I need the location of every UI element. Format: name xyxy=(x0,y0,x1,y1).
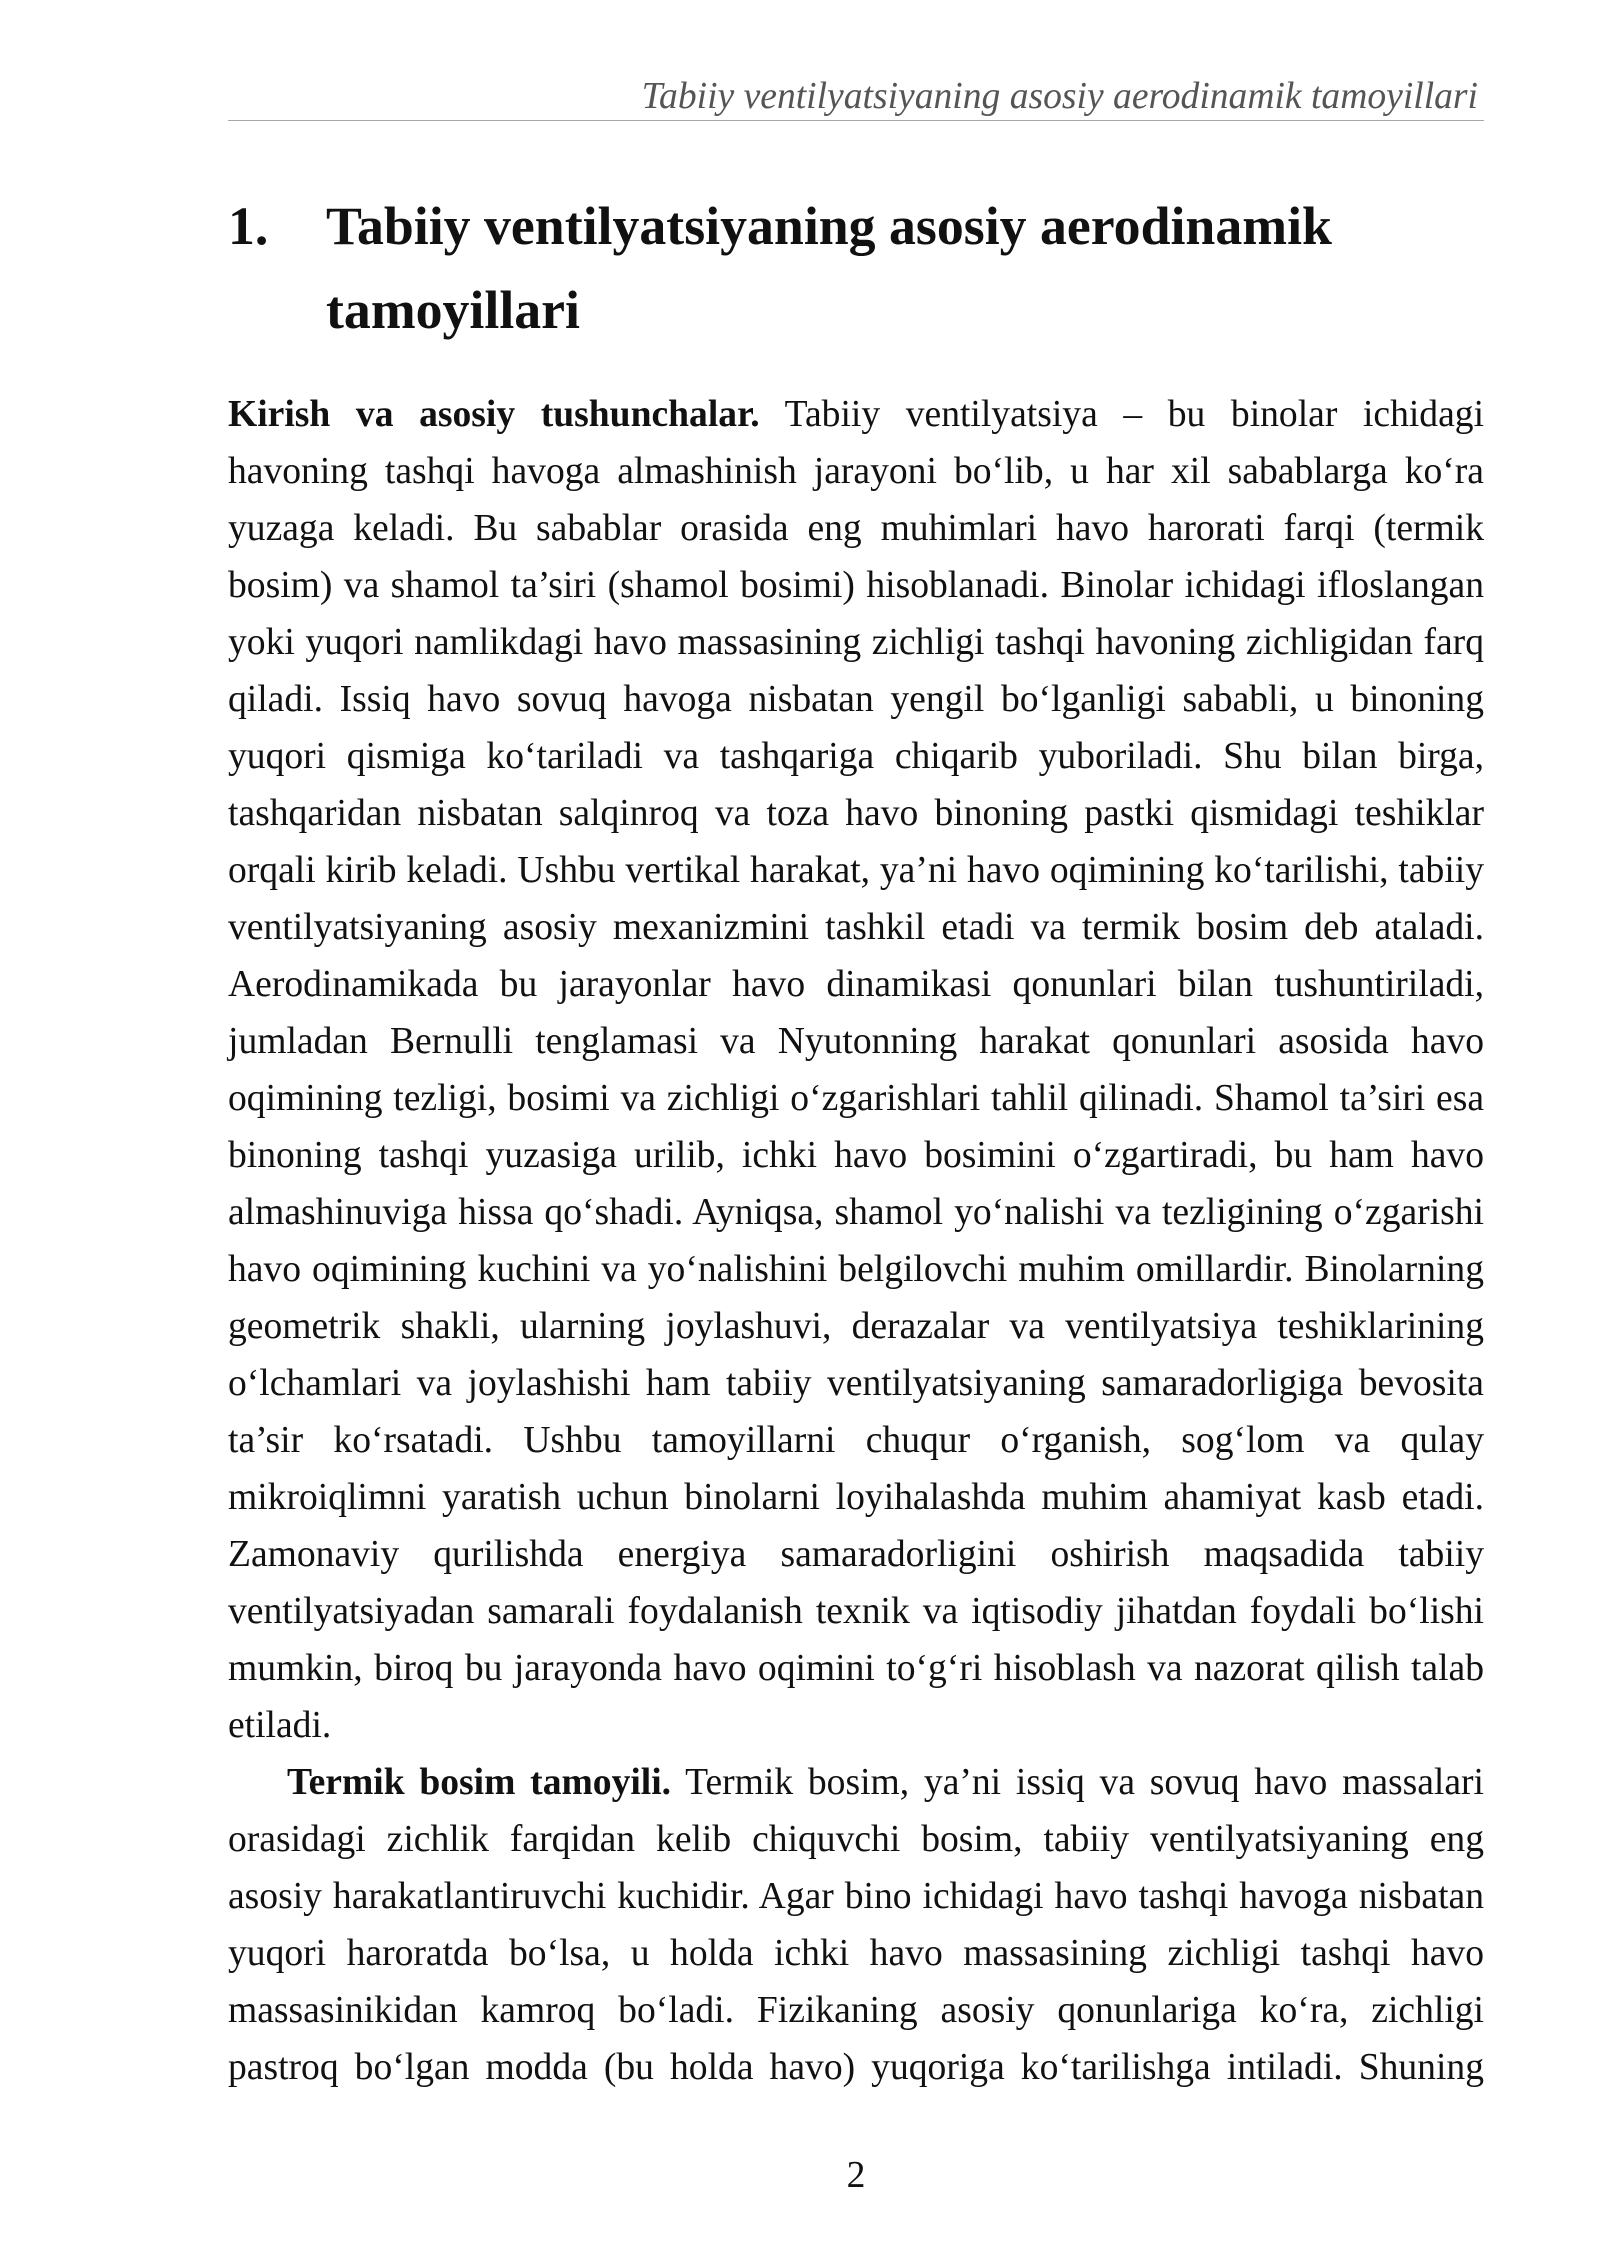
paragraph-introduction xyxy=(228,386,1484,1754)
paragraph-text: Termik bosim, ya’ni issiq va sovuq havo massalari orasidagi zichlik farqidan kelib chiquvchi bosim, tabiiy ventilyatsiyaning eng asosiy harakatlantiruvchi kuchidir. Agar bino ichidagi havo tashqi havoga nisbatan yuqori haroratda bo‘lsa, u holda ichki havo massasining zichligi tashqi havo massasinikidan kamroq bo‘ladi. Fizikaning asosiy qonunlariga ko‘ra, zichligi pastroq bo‘lgan modda (bu holda havo) yuqoriga ko‘tarilishga intiladi. Shuning xyxy=(228,1762,1485,2088)
chapter-title: Tabiiy ventilyatsiyaning asosiy aerodinamik tamoyillari xyxy=(326,196,1332,340)
header-rule xyxy=(228,120,1484,121)
paragraph-lead: Termik bosim tamoyili. xyxy=(287,1762,672,1803)
body-text xyxy=(228,386,1484,2096)
chapter-number: 1. xyxy=(228,196,269,256)
page-number: 2 xyxy=(846,2155,866,2196)
paragraph-lead: Kirish va asosiy tushunchalar. xyxy=(228,394,760,435)
chapter-heading xyxy=(228,184,1484,352)
running-header-title: Tabiiy ventilyatsiyaning asosiy aerodinamik tamoyillari xyxy=(641,76,1478,117)
running-header xyxy=(228,76,1478,117)
paragraph-text: Tabiiy ventilyatsiya – bu binolar ichidagi havoning tashqi havoga almashinish jarayoni bo‘lib, u har xil sabablarga ko‘ra yuzaga keladi. Bu sabablar orasida eng muhimlari havo harorati farqi (termik bosim) va shamol ta’siri (shamol bosimi) hisoblanadi. Binolar ichidagi ifloslangan yoki yuqori namlikdagi havo massasining zichligi tashqi havoning zichligidan farq qiladi. Issiq havo sovuq havoga nisbatan yengil bo‘lganligi sababli, u binoning yuqori qismiga ko‘tariladi va tashqariga chiqarib yuboriladi. Shu bilan birga, tashqaridan nisbatan salqinroq va toza havo binoning pastki qismidagi teshiklar orqali kirib keladi. Ushbu vertikal harakat, ya’ni havo oqimining ko‘tarilishi, tabiiy ventilyatsiyaning asosiy mexanizmini tashkil etadi va termik bosim deb ataladi. Aerodinamikada bu jarayonlar havo dinamikasi qonunlari bilan tushuntiriladi, jumladan Bernulli tenglamasi va Nyutonning harakat qonunlari asosida havo oqimining tezligi, bosimi va zichligi o‘zgarishlari tahlil qilinadi. Shamol ta’siri esa binoning tashqi yuzasiga urilib, ichki havo bosimini o‘zgartiradi, bu ham havo almashinuviga hissa qo‘shadi. Ayniqsa, shamol yo‘nalishi va tezligining o‘zgarishi havo oqimining kuchini va yo‘nalishini belgilovchi muhim omillardir. Binolarning geometrik shakli, ularning joylashuvi, derazalar va ventilyatsiya teshiklarining o‘lchamlari va joylashishi ham tabiiy ventilyatsiyaning samaradorligiga bevosita ta’sir ko‘rsatadi. Ushbu tamoyillarni chuqur o‘rganish, sog‘lom va qulay mikroiqlimni yaratish uchun binolarni loyihalashda muhim ahamiyat kasb etadi. Zamonaviy qurilishda energiya samaradorligini oshirish maqsadida tabiiy ventilyatsiyadan samarali foydalanish texnik va iqtisodiy jihatdan foydali bo‘lishi mumkin, biroq bu jarayonda havo oqimini to‘g‘ri hisoblash va nazorat qilish talab etiladi. xyxy=(228,394,1485,1746)
paragraph-thermal-pressure xyxy=(228,1754,1484,2096)
